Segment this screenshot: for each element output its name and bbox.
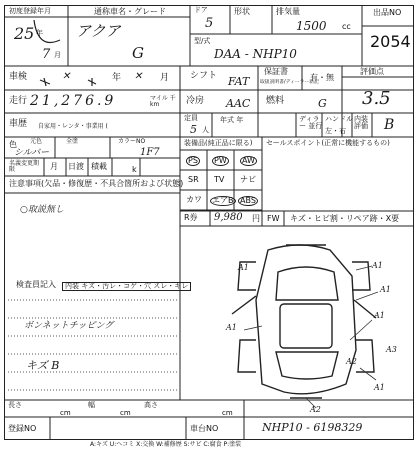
note-manual-missing: ○取説無し: [20, 205, 64, 215]
inspection-month-mark: ✕: [134, 71, 143, 82]
inspection-year-mark: ✕: [62, 71, 71, 82]
chassis-label: 車台NO: [190, 424, 219, 433]
name-change-month: 月: [50, 162, 58, 171]
load-label: 積載: [91, 162, 107, 171]
fuel-label: 燃料: [266, 96, 285, 106]
damage-a2-2: A2: [310, 405, 321, 414]
year-model-label: 年式 年: [220, 116, 244, 124]
equip-pw: PW: [214, 156, 227, 165]
equip-leather: カワ: [186, 195, 202, 204]
color-no-label: カラーNO: [118, 138, 146, 145]
note-scratch: キズ B: [26, 359, 60, 372]
score-label: 評価点: [360, 67, 384, 76]
mileage-unit: マイル 千km: [150, 95, 176, 108]
ac-label: 冷房: [186, 96, 205, 106]
r-ken-unit: 円: [252, 214, 260, 223]
equip-abs: ABS: [240, 196, 256, 205]
type-value: DAA - NHP10: [214, 47, 297, 61]
length-unit: cm: [60, 409, 71, 417]
fw-label: FW: [267, 214, 280, 223]
equip-aw: AW: [242, 156, 255, 165]
model-name-value: アクア: [76, 22, 121, 40]
listing-no-label: 出品NO: [373, 8, 402, 17]
displacement-unit: cc: [342, 22, 351, 31]
first-reg-year: 25: [14, 24, 35, 43]
fw-text: キズ・ヒビ割・リペア跡・X要: [290, 214, 400, 223]
inspector-label: 検査員記入: [16, 280, 56, 289]
all-paint-label: 全塗: [66, 138, 79, 145]
model-name-label: 通称車名・グレード: [94, 7, 166, 16]
inspection-label: 車検: [9, 72, 28, 82]
shift-value: FAT: [228, 75, 250, 88]
month-unit: 月: [54, 51, 61, 59]
color-no-value: 1F7: [140, 147, 160, 158]
note-bonnet-chipping: ボンネットチッピング: [24, 321, 114, 331]
interior-label: 内装 評価: [354, 115, 368, 130]
length-label: 長さ: [8, 401, 22, 409]
equip-sr: SR: [188, 175, 199, 184]
damage-a1-1: A1: [372, 261, 383, 270]
selling-points: セールスポイント(正常に機能するもの): [266, 139, 390, 147]
doors-label: ドア: [194, 6, 208, 14]
reg-no-label: 登録NO: [8, 424, 37, 433]
color-value: シルバー: [14, 148, 50, 158]
inspection-month-unit: 月: [160, 73, 170, 83]
first-reg-label: 初度登録年月: [9, 7, 51, 15]
fuel-value: G: [318, 97, 327, 110]
displacement-value: 1500: [296, 19, 327, 33]
damage-a1-4: A1: [374, 311, 385, 320]
equip-ps: PS: [188, 156, 198, 165]
damage-a1-5: A1: [374, 383, 385, 392]
handle-value: 左・右: [325, 127, 346, 135]
capacity-unit: 人: [202, 126, 209, 134]
mileage-label: 走行: [9, 96, 28, 106]
damage-a2-1: A2: [346, 357, 357, 366]
score-value: 3.5: [362, 88, 391, 109]
warranty-options: 有・無: [310, 73, 334, 82]
shape-label: 形状: [234, 7, 250, 16]
capacity-label: 定員: [184, 114, 198, 122]
inspection-year-unit: 年: [112, 73, 122, 83]
damage-a1-2: A1: [380, 285, 391, 294]
chassis-value: NHP10 - 6198329: [262, 421, 363, 434]
grade-value: G: [132, 44, 144, 62]
doors-value: 5: [205, 16, 214, 31]
dealer-label: ディラー 並行: [299, 115, 323, 130]
equipment-title: 装備品(純正品に限る): [184, 139, 253, 147]
ac-value: AAC: [226, 97, 251, 110]
inspector-options: 内装 キズ・汚レ・コゲ・穴 スレ・キレ: [62, 282, 191, 291]
warranty-label: 保証書: [264, 67, 288, 76]
history-options: 自家用・レンタ・事業用 (: [38, 123, 108, 130]
damage-a3: A3: [386, 345, 397, 354]
damage-a1-3: A1: [226, 323, 237, 332]
handle-label: ハンドル: [325, 115, 353, 123]
displacement-label: 排気量: [276, 7, 300, 16]
r-ken-value: 9,980: [214, 212, 243, 223]
load-unit: k: [132, 165, 137, 174]
history-label: 車歴: [9, 119, 28, 129]
original-color-label: 元色: [30, 138, 43, 145]
warranty-sub: 取扱説明書/ディーラー新記: [260, 79, 319, 85]
equip-navi: ナビ: [240, 175, 256, 184]
type-label: 型/式: [194, 37, 211, 45]
notes-title: 注意事項(欠品・修復歴・不具合箇所および状態): [9, 179, 184, 188]
equip-tv: TV: [214, 175, 225, 184]
width-label: 幅: [88, 401, 95, 409]
r-ken-label: R券: [184, 213, 198, 222]
mileage-value: 21,276.9: [30, 93, 117, 109]
listing-no-value: 2054: [370, 32, 411, 51]
equip-airbag: エアB: [212, 196, 234, 205]
damage-a1-6: A1: [238, 263, 249, 272]
interior-value: B: [384, 117, 395, 133]
name-change-date: 日渡: [68, 162, 84, 171]
capacity-value: 5: [190, 123, 197, 136]
shift-label: シフト: [190, 71, 218, 81]
width-unit: cm: [120, 409, 131, 417]
name-change-label: 名義変更期限: [9, 160, 40, 173]
height-label: 高さ: [144, 401, 158, 409]
year-unit: 年: [36, 29, 43, 37]
first-reg-month: 7: [42, 47, 51, 62]
height-unit: cm: [222, 409, 233, 417]
damage-legend: A:キズ U:ヘコミ X:交換 W:補修歴 S:サビ C:腐食 P:塗装: [90, 441, 242, 448]
color-label: 色: [9, 140, 17, 149]
